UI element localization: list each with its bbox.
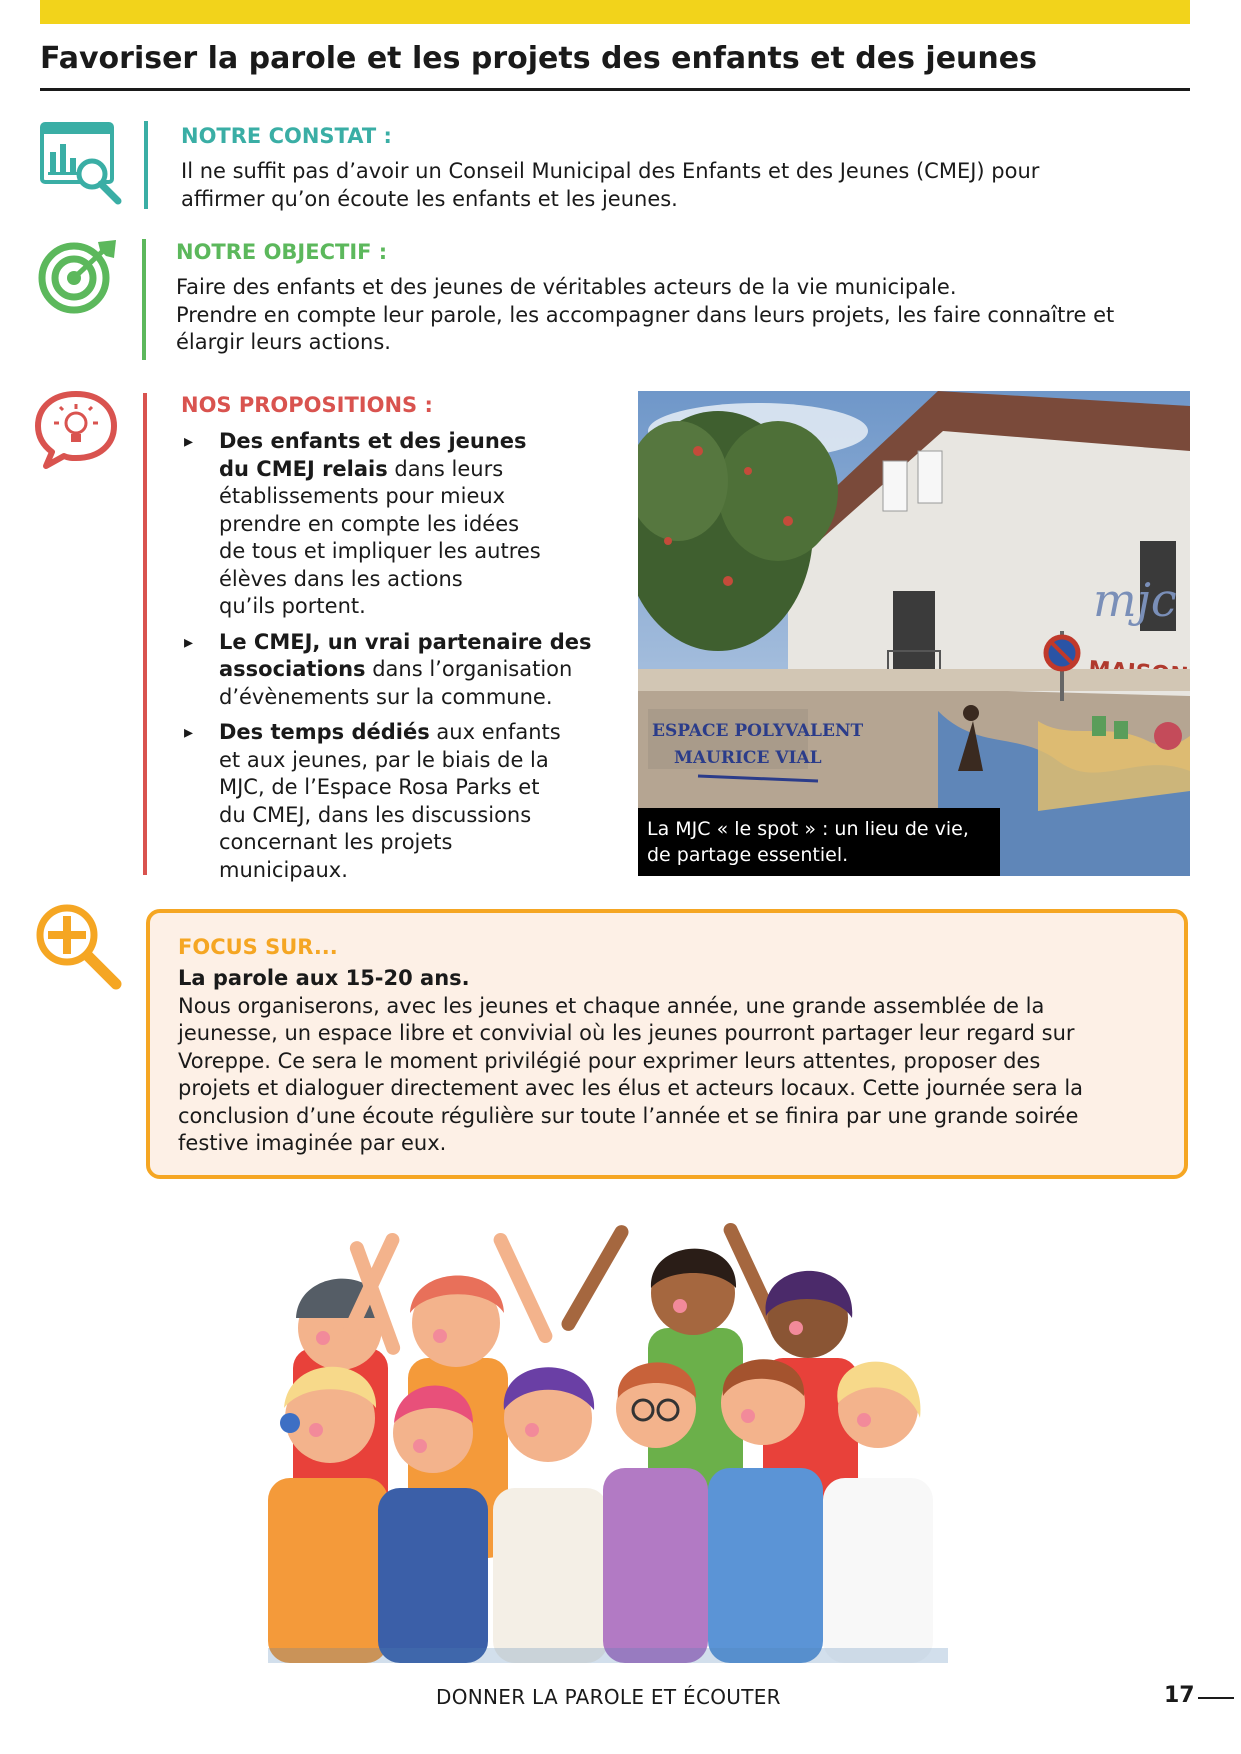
kid-front-2: [378, 1386, 488, 1664]
kid-front-3: [493, 1367, 608, 1663]
constat-line: Il ne suffit pas d’avoir un Conseil Municipal des Enfants et des Jeunes (CMEJ) pour: [181, 159, 1040, 183]
item-bold: associations: [219, 657, 366, 681]
item-text: aux enfants: [429, 720, 561, 744]
constat-heading: NOTRE CONSTAT :: [181, 124, 392, 148]
item-text: municipaux.: [219, 857, 348, 882]
kid-front-4: [603, 1362, 708, 1663]
objectif-line: Prendre en compte leur parole, les accompagner dans leurs projets, les faire connaître et: [176, 302, 1115, 327]
lightbulb-speech-icon: [32, 390, 120, 470]
item-text: élèves dans les actions: [219, 566, 463, 591]
objectif-line: élargir leurs actions.: [176, 330, 391, 354]
item-bold: Des temps dédiés: [219, 720, 430, 744]
kids-group-illustration: [268, 1218, 948, 1663]
item-text: qu’ils portent.: [219, 594, 366, 618]
objectif-heading: NOTRE OBJECTIF :: [176, 240, 388, 264]
sign-line-1: ESPACE POLYVALENT: [652, 721, 864, 741]
objectif-line: Faire des enfants et des jeunes de véritables acteurs de la vie municipale.: [176, 275, 957, 299]
list-item: [182, 719, 612, 884]
item-text: MJC, de l’Espace Rosa Parks et: [219, 775, 540, 799]
focus-heading: FOCUS SUR...: [178, 935, 338, 959]
constat-text: [181, 158, 1171, 213]
focus-line: projets et dialoguer directement avec les élus et acteurs locaux. Cette journée sera la: [178, 1076, 1084, 1100]
page-number-rule: [1198, 1697, 1234, 1699]
constat-line: affirmer qu’on écoute les enfants et les jeunes.: [181, 186, 678, 211]
item-text: prendre en compte les idées: [219, 511, 520, 536]
item-bold: Le CMEJ, un vrai partenaire des: [219, 629, 592, 654]
focus-line: Voreppe. Ce sera le moment privilégié pour exprimer leurs attentes, proposer des: [178, 1048, 1041, 1073]
propositions-bar: [143, 393, 147, 875]
title-rule: [40, 88, 1190, 91]
constat-bar: [144, 121, 148, 209]
item-text: et aux jeunes, par le biais de la: [219, 747, 549, 772]
kid-front-1: [268, 1367, 388, 1663]
item-bold: du CMEJ relais: [219, 456, 388, 481]
mural-text-mjc: mjc: [1093, 573, 1177, 627]
item-text: établissements pour mieux: [219, 484, 506, 508]
item-text: du CMEJ, dans les discussions: [219, 802, 532, 827]
chart-search-icon: [40, 122, 124, 206]
focus-line: conclusion d’une écoute régulière sur toute l’année et se finira par une grande soirée: [178, 1103, 1079, 1128]
objectif-bar: [142, 239, 146, 360]
page-title: Favoriser la parole et les projets des enfants et des jeunes: [40, 41, 1037, 76]
photo-caption: [638, 808, 1000, 876]
target-icon: [38, 238, 118, 314]
mjc-building-illustration: [638, 391, 1190, 876]
propositions-list: [182, 428, 612, 892]
item-bold: Des enfants et des jeunes: [219, 429, 527, 453]
focus-line: Nous organiserons, avec les jeunes et chaque année, une grande assemblée de la: [178, 993, 1045, 1018]
item-text: dans l’organisation: [365, 657, 573, 681]
sign-line-2: MAURICE VIAL: [674, 748, 822, 768]
item-text: d’évènements sur la commune.: [219, 684, 553, 709]
page-number: 17: [1164, 1683, 1195, 1708]
kid-front-6: [823, 1362, 933, 1663]
item-text: concernant les projets: [219, 830, 453, 854]
mjc-photo: [638, 391, 1190, 876]
top-color-bar: [40, 0, 1190, 24]
magnifier-plus-icon: [34, 902, 124, 992]
propositions-heading: NOS PROPOSITIONS :: [181, 393, 433, 417]
list-item: [182, 428, 612, 621]
objectif-text: [176, 274, 1186, 357]
item-text: de tous et impliquer les autres: [219, 539, 541, 563]
footer-label: DONNER LA PAROLE ET ÉCOUTER: [436, 1685, 781, 1709]
focus-box: [146, 909, 1188, 1179]
focus-line: festive imaginée par eux.: [178, 1131, 447, 1155]
caption-line: de partage essentiel.: [647, 844, 849, 866]
item-text: dans leurs: [387, 456, 504, 481]
focus-text: [178, 993, 1156, 1158]
list-item: [182, 629, 612, 712]
focus-line: jeunesse, un espace libre et convivial où les jeunes pourront partager leur regard sur: [178, 1021, 1075, 1045]
caption-line: La MJC « le spot » : un lieu de vie,: [647, 818, 969, 840]
focus-subheading: La parole aux 15-20 ans.: [178, 966, 470, 990]
